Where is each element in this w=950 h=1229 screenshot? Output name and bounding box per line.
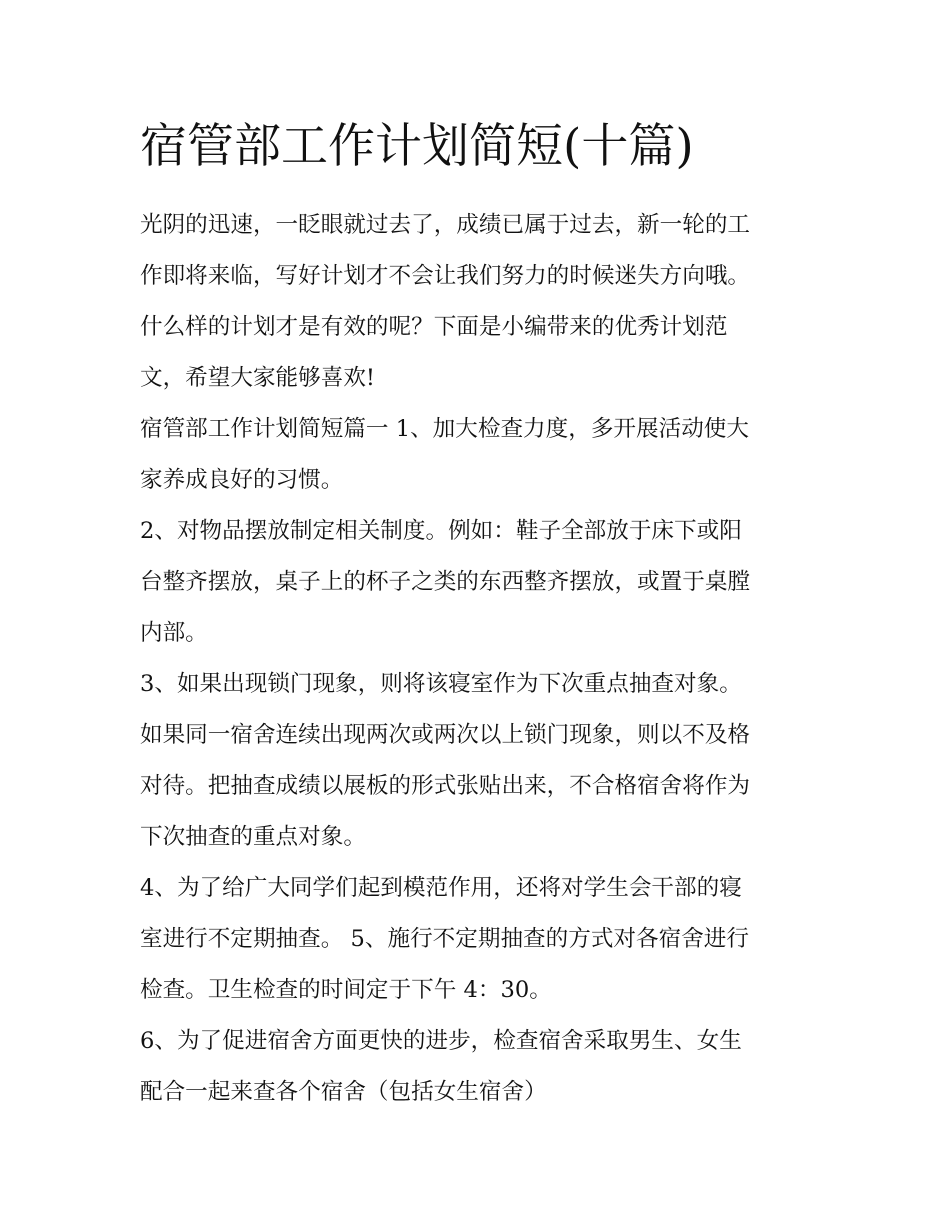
body-line: 文，希望大家能够喜欢! [140,365,376,391]
body-line: 配合一起来查各个宿舍（包括女生宿舍） [140,1079,547,1105]
body-line: 检查。卫生检查的时间定于下午 4：30。 [140,977,552,1003]
body-line: 台整齐摆放，桌子上的杯子之类的东西整齐摆放，或置于桌膛 [140,569,751,595]
body-line: 家养成良好的习惯。 [140,467,344,493]
body-line: 下次抽查的重点对象。 [140,824,366,850]
body-line: 什么样的计划才是有效的呢？下面是小编带来的优秀计划范 [140,314,728,340]
body-line: 内部。 [140,620,208,646]
body-line: 光阴的迅速，一眨眼就过去了，成绩已属于过去，新一轮的工 [140,212,751,238]
document-body [140,200,812,1118]
body-line: 作即将来临，写好计划才不会让我们努力的时候迷失方向哦。 [140,263,751,289]
document-title: 宿管部工作计划简短(十篇) [140,119,694,174]
body-line: 4、为了给广大同学们起到模范作用，还将对学生会干部的寝 [140,875,742,901]
body-line: 宿管部工作计划简短篇一 1、加大检查力度，多开展活动使大 [140,416,749,442]
body-line: 如果同一宿舍连续出现两次或两次以上锁门现象，则以不及格 [140,722,751,748]
body-line: 对待。把抽查成绩以展板的形式张贴出来，不合格宿舍将作为 [140,773,751,799]
body-line: 6、为了促进宿舍方面更快的进步，检查宿舍采取男生、女生 [140,1028,742,1054]
body-line: 室进行不定期抽查。 5、施行不定期抽查的方式对各宿舍进行 [140,926,749,952]
body-line: 2、对物品摆放制定相关制度。例如：鞋子全部放于床下或阳 [140,518,742,544]
body-line: 3、如果出现锁门现象，则将该寝室作为下次重点抽查对象。 [140,671,742,697]
